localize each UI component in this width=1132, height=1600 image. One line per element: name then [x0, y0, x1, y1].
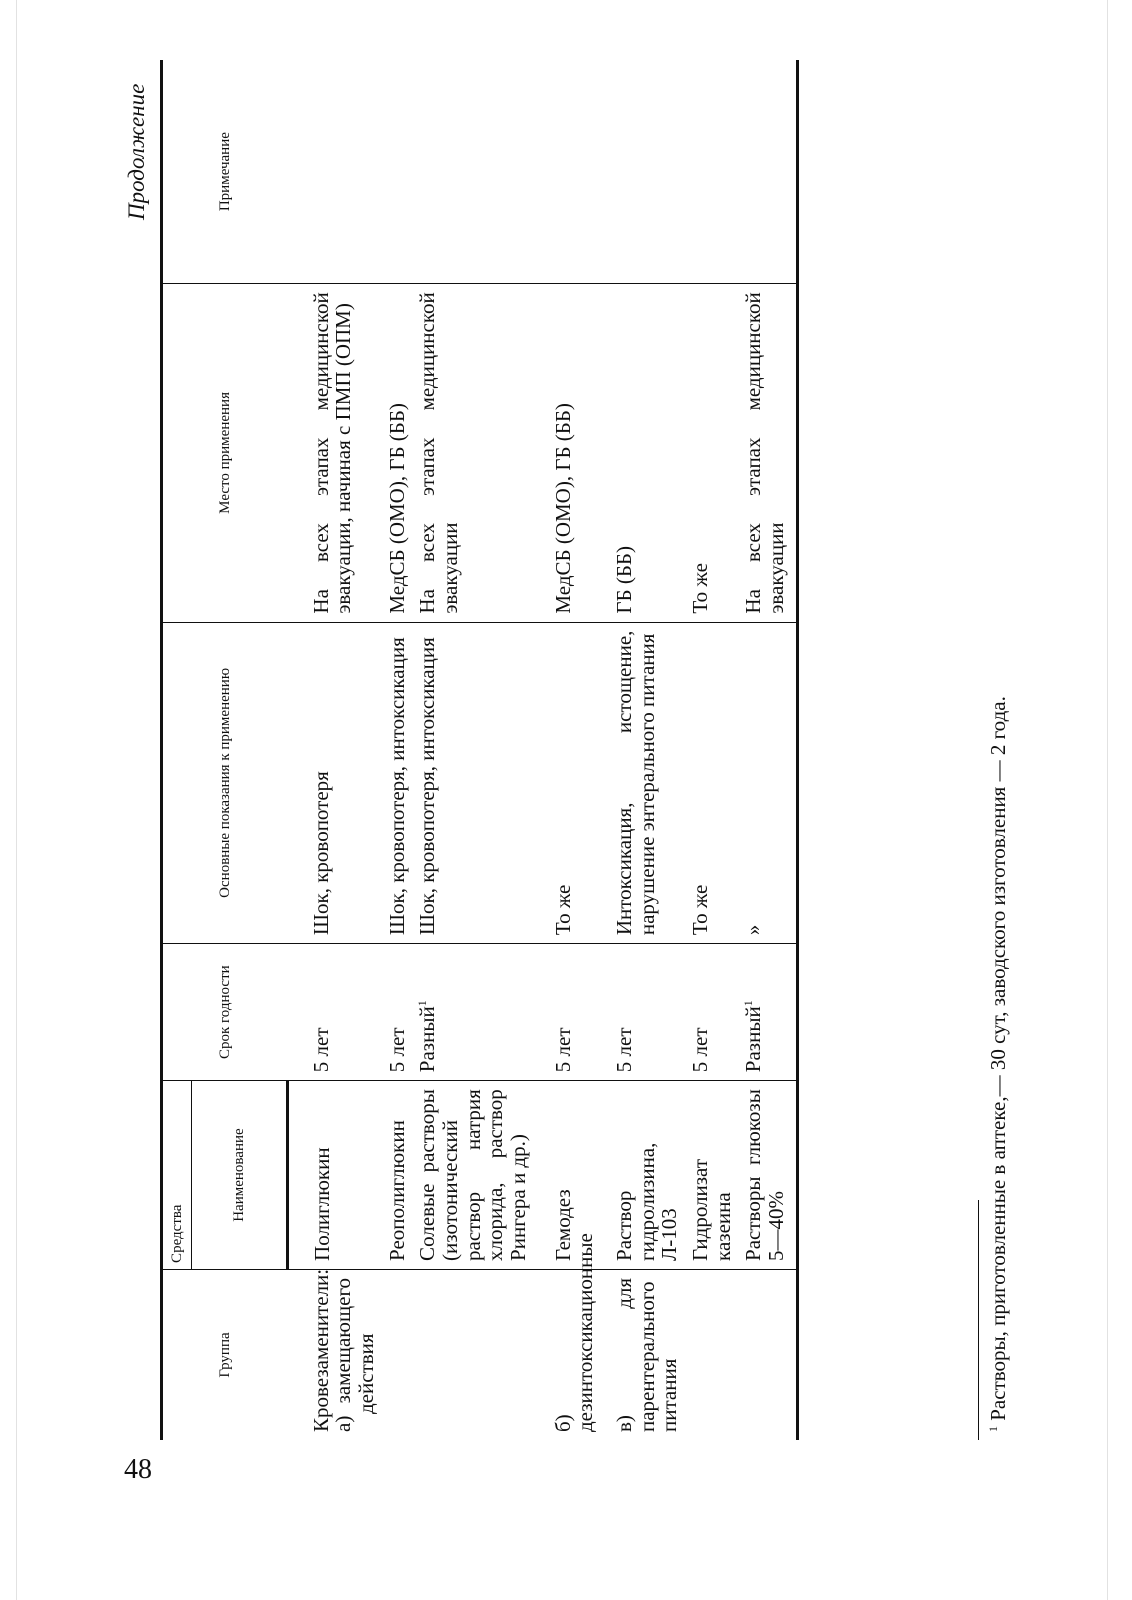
- cell-name: Полиглюкин: [288, 1081, 382, 1270]
- cell-place: МедСБ (ОМО), ГБ (ББ): [382, 284, 413, 622]
- footnote-divider: [978, 1200, 979, 1440]
- footnote-ref: 1: [741, 1000, 756, 1007]
- header-name: Наименование: [192, 1081, 288, 1270]
- cell-place: ГБ (ББ): [601, 284, 685, 622]
- cell-indications: То же: [534, 622, 601, 944]
- cell-indications: Шок, кровопотеря: [288, 622, 382, 944]
- header-note: Примечание: [162, 60, 288, 284]
- cell-place: То же: [685, 284, 738, 622]
- header-indications: Основные показания к применению: [162, 622, 288, 944]
- cell-note: [685, 60, 738, 284]
- cell-group: [382, 1269, 413, 1440]
- cell-shelf-life: 5 лет: [601, 944, 685, 1081]
- cell-note: [288, 60, 382, 284]
- cell-group: в) для парентерального питания: [601, 1269, 685, 1440]
- cell-note: [601, 60, 685, 284]
- header-means: Средства: [162, 1081, 192, 1270]
- header-shelf-life: Срок годности: [162, 944, 288, 1081]
- table-row: [534, 60, 601, 1440]
- footnote-mark: 1: [986, 1426, 1000, 1432]
- cell-note: [412, 60, 533, 284]
- cell-name: Реополиглюкин: [382, 1081, 413, 1270]
- cell-shelf-life: 5 лет: [382, 944, 413, 1081]
- shelf-life-value: Разный: [741, 1006, 766, 1073]
- cell-place: На всех этапах медицинской эвакуации: [738, 284, 797, 622]
- cell-indications: Интоксикация, истощение, нарушение энтерального питания: [601, 622, 685, 944]
- cell-place: На всех этапах медицинской эвакуации: [412, 284, 533, 622]
- cell-name: Солевые растворы (изотонический раствор натрия хлорида, раствор Рингера и др.): [412, 1081, 533, 1270]
- cell-group: [685, 1269, 738, 1440]
- cell-shelf-life: [412, 944, 533, 1081]
- table-row: [412, 60, 533, 1440]
- group-title: Кровезаменители:: [308, 1268, 333, 1432]
- table-row: [738, 60, 797, 1440]
- cell-group: [288, 1269, 382, 1440]
- continuation-label: Продолжение: [124, 83, 149, 220]
- cell-note: [738, 60, 797, 284]
- cell-note: [534, 60, 601, 284]
- cell-shelf-life: 5 лет: [288, 944, 382, 1081]
- cell-shelf-life: 5 лет: [685, 944, 738, 1081]
- cell-indications: Шок, кровопотеря, интоксикация: [382, 622, 413, 944]
- cell-indications: »: [738, 622, 797, 944]
- cell-note: [382, 60, 413, 284]
- cell-name: Растворы глюкозы 5—40%: [738, 1081, 797, 1270]
- cell-group: [738, 1269, 797, 1440]
- cell-indications: Шок, кровопотеря, интоксикация: [412, 622, 533, 944]
- cell-shelf-life: 5 лет: [534, 944, 601, 1081]
- cell-place: МедСБ (ОМО), ГБ (ББ): [534, 284, 601, 622]
- group-subtitle: а) замещающего действия: [331, 1277, 378, 1432]
- cell-name: Гидролизат казеина: [685, 1081, 738, 1270]
- cell-place: На всех этапах медицинской эвакуации, начиная с ПМП (ОПМ): [288, 284, 382, 622]
- footnote-ref: 1: [415, 1000, 430, 1007]
- footnote: [986, 696, 1011, 1432]
- page-number: 48: [124, 1454, 152, 1485]
- cell-indications: То же: [685, 622, 738, 944]
- footnote-text: Растворы, приготовленные в аптеке,— 30 сут, заводского изготовления — 2 года.: [986, 696, 1010, 1421]
- cell-group: [412, 1269, 533, 1440]
- table-row: [685, 60, 738, 1440]
- table-row: [382, 60, 413, 1440]
- cell-group: б) дезинтоксикационные: [534, 1269, 601, 1440]
- cell-shelf-life: [738, 944, 797, 1081]
- table-row: [288, 60, 382, 1440]
- cell-name: Раствор гидролизина, Л-103: [601, 1081, 685, 1270]
- header-place: Место применения: [162, 284, 288, 622]
- shelf-life-value: Разный: [415, 1006, 440, 1073]
- table-row: [601, 60, 685, 1440]
- header-group: Группа: [162, 1269, 288, 1440]
- reference-table: [160, 60, 799, 1440]
- cell-name: Гемодез: [534, 1081, 601, 1270]
